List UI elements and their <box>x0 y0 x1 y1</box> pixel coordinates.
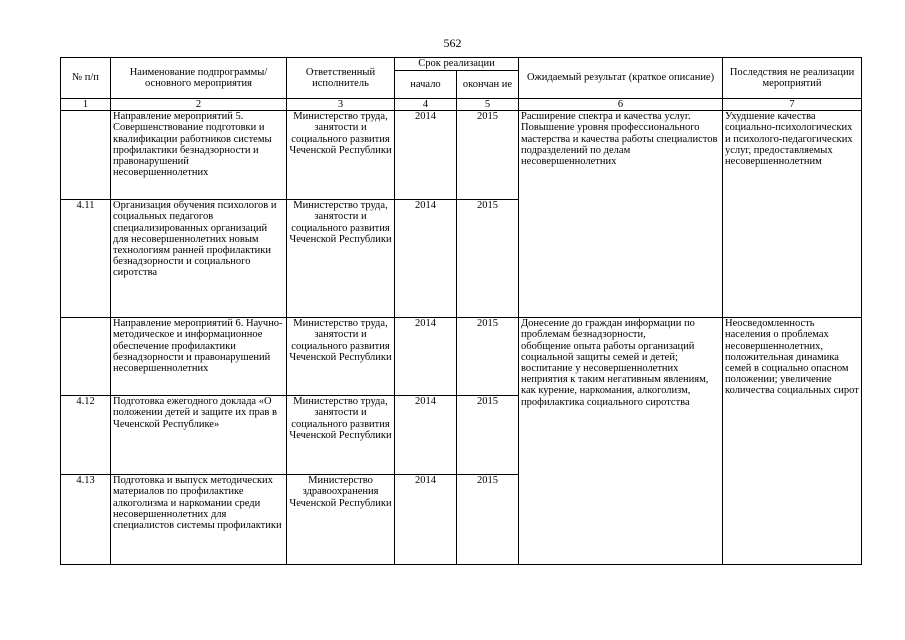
measures-table <box>60 57 862 565</box>
header-executor: Ответственный исполнитель <box>287 58 395 99</box>
row-start-year: 2014 <box>395 475 457 565</box>
group2-consequence: Неосведомленность населения о проблемах несовершеннолетних, положительная динамика семей в социально опасном положении; увеличение количества социальных сирот <box>723 318 862 565</box>
column-number: 2 <box>111 99 287 111</box>
row-executor: Министерство труда, занятости и социального развития Чеченской Республики <box>287 111 395 200</box>
row-number <box>61 111 111 200</box>
row-number: 4.13 <box>61 475 111 565</box>
row-end-year: 2015 <box>457 200 519 318</box>
column-number: 7 <box>723 99 862 111</box>
header-num: № п/п <box>61 58 111 99</box>
row-executor: Министерство здравоохранения Чеченской Республики <box>287 475 395 565</box>
column-number: 5 <box>457 99 519 111</box>
row-executor: Министерство труда, занятости и социального развития Чеченской Республики <box>287 200 395 318</box>
column-number: 4 <box>395 99 457 111</box>
page-number: 562 <box>443 36 462 50</box>
row-name: Организация обучения психологов и социальных педагогов специализированных организаций для несовершеннолетних новым технологиям ранней профилактики безнадзорности и социального сиротства <box>111 200 287 318</box>
group1-consequence: Ухудшение качества социально-психологических и психолого-педагогических услуг, предоставляемых несовершеннолетним <box>723 111 862 318</box>
group2-result: Донесение до граждан информации по проблемам безнадзорности, обобщение опыта работы организаций социальной защиты семей и детей; воспитание у несовершеннолетних неприятия к таким негативным явлениям, как курение, наркомания, алкоголизм, профилактика социального сиротства <box>519 318 723 565</box>
column-numbers-row <box>61 99 862 111</box>
row-name: Направление мероприятий 5. Совершенствование подготовки и квалификации работников системы профилактики безнадзорности и правонарушений несовершеннолетних <box>111 111 287 200</box>
row-number: 4.12 <box>61 396 111 475</box>
row-name: Подготовка ежегодного доклада «О положении детей и защите их прав в Чеченской Республике» <box>111 396 287 475</box>
header-row-1 <box>61 58 862 71</box>
column-number: 3 <box>287 99 395 111</box>
row-executor: Министерство труда, занятости и социального развития Чеченской Республики <box>287 318 395 396</box>
row-end-year: 2015 <box>457 111 519 200</box>
row-end-year: 2015 <box>457 475 519 565</box>
header-end: окончан ие <box>457 71 519 99</box>
table-row <box>61 318 862 396</box>
row-start-year: 2014 <box>395 200 457 318</box>
table-row <box>61 111 862 200</box>
row-executor: Министерство труда, занятости и социального развития Чеченской Республики <box>287 396 395 475</box>
row-start-year: 2014 <box>395 396 457 475</box>
header-result: Ожидаемый результат (краткое описание) <box>519 58 723 99</box>
row-start-year: 2014 <box>395 111 457 200</box>
header-name: Наименование подпрограммы/ основного мероприятия <box>111 58 287 99</box>
header-start: начало <box>395 71 457 99</box>
header-period: Срок реализации <box>395 58 519 71</box>
row-end-year: 2015 <box>457 396 519 475</box>
column-number: 6 <box>519 99 723 111</box>
row-start-year: 2014 <box>395 318 457 396</box>
column-number: 1 <box>61 99 111 111</box>
row-name: Направление мероприятий 6. Научно-методическое и информационное обеспечение профилактики безнадзорности и правонарушений несовершеннолетних <box>111 318 287 396</box>
row-number <box>61 318 111 396</box>
group1-result: Расширение спектра и качества услуг. Повышение уровня профессионального мастерства и качества работы специалистов подразделений по делам несовершеннолетних <box>519 111 723 318</box>
row-end-year: 2015 <box>457 318 519 396</box>
header-consequences: Последствия не реализации мероприятий <box>723 58 862 99</box>
row-number: 4.11 <box>61 200 111 318</box>
row-name: Подготовка и выпуск методических материалов по профилактике алкоголизма и наркомании среди несовершеннолетних для специалистов системы профилактики <box>111 475 287 565</box>
